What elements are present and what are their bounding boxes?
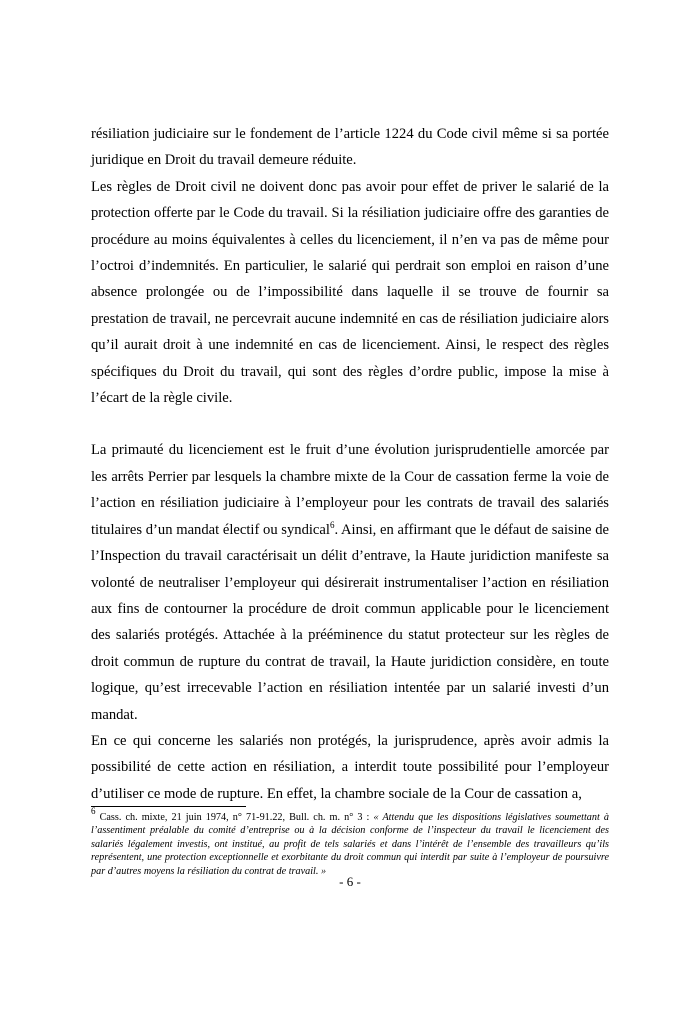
footnote-marker: 6 (91, 806, 96, 816)
footnote-separator (91, 806, 246, 807)
footnote-quote: « Attendu que les dispositions législatives soumettant à l’assentiment préalable du comité d’entreprise ou à la décision conforme de l’inspecteur du travail le licenciement des salariés légalement investis, ont institué, au profit de tels salariés et dans l’intérêt de l’ensemble des travailleurs qu’ils représentent, une protection exceptionnelle et exorbitante du droit commun qui interdit par suite à l’employeur de poursuivre par d’autres moyens la résiliation du contrat de travail. » (91, 812, 609, 877)
paragraph-continuation: résiliation judiciaire sur le fondement de l’article 1224 du Code civil même si sa portée juridique en Droit du travail demeure réduite. (91, 126, 609, 169)
footnote-citation: Cass. ch. mixte, 21 juin 1974, n° 71-91.22, Bull. ch. m. n° 3 : (95, 812, 374, 823)
paragraph-non-protected-employees: En ce qui concerne les salariés non protégés, la jurisprudence, après avoir admis la possibilité de cette action en résiliation, a interdit toute possibilité pour l’employeur d’utiliser ce mode de rupture. En effet, la chambre sociale de la Cour de cassation a, (91, 732, 609, 802)
footnote-reference[interactable]: 6 (329, 519, 335, 530)
paragraph-primacy-of-dismissal (91, 437, 609, 727)
page-number: - 6 - (339, 874, 361, 889)
paragraph-text-part: . Ainsi, en affirmant que le défaut de saisine de l’Inspection du travail caractérisait un délit d’entrave, la Haute juridiction manifeste sa volonté de neutraliser l’employeur qui désirerait instrumentaliser l’action en résiliation aux fins de contourner la procédure de droit commun applicable pour le licenciement des salariés protégés. Attachée à la prééminence du statut protecteur sur les règles de droit commun de rupture du contrat de travail, la Haute juridiction considère, en toute logique, qu’est irrecevable l’action en résiliation intentée par un salarié investi d’un mandat. (91, 521, 609, 723)
paragraph-text-part: La primauté du licenciement est le fruit d’une évolution jurisprudentielle amorcée par les arrêts Perrier par lesquels la chambre mixte de la Cour de cassation ferme la voie de l’action en résiliation judiciaire à l’employeur pour les contrats de travail des salariés titulaires d’un mandat électif ou syndical (91, 442, 609, 538)
body-text (91, 121, 609, 807)
paragraph-civil-law-rules: Les règles de Droit civil ne doivent donc pas avoir pour effet de priver le salarié de la protection offerte par le Code du travail. Si la résiliation judiciaire offre des garanties de procédure au moins équivalentes à celles du licenciement, il n’en va pas de même pour l’octroi d’indemnités. En particulier, le salarié qui perdrait son emploi en raison d’une absence prolongée ou de l’impossibilité dans laquelle il se trouve de fournir sa prestation de travail, ne percevrait aucune indemnité en cas de résiliation judiciaire alors qu’il aurait droit à une indemnité en cas de licenciement. Ainsi, le respect des règles spécifiques du Droit du travail, qui sont des règles d’ordre public, impose la mise à l’écart de la règle civile. (91, 178, 609, 407)
footnote (91, 806, 609, 878)
